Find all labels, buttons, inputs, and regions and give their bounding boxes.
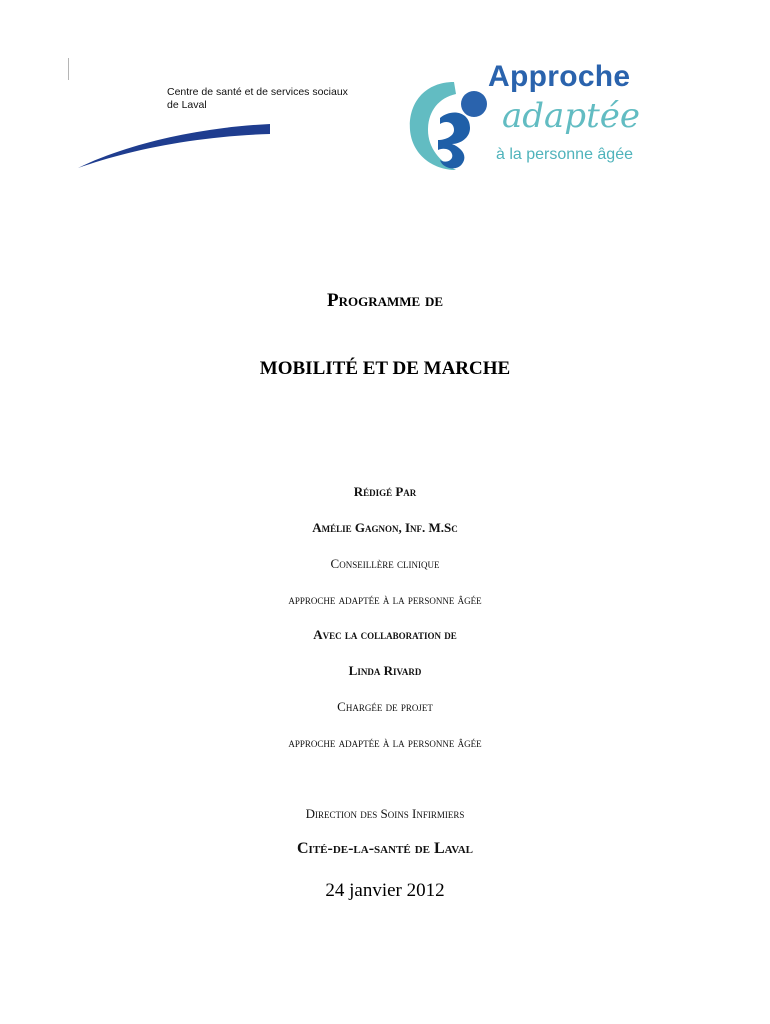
cssss-logo-line1: Centre de santé et de services sociaux <box>167 86 348 98</box>
approche-adaptee-logo <box>404 60 652 180</box>
page-edge-mark <box>68 58 69 80</box>
institution-name: Cité-de-la-santé de Laval <box>296 840 474 857</box>
author-program: approche adaptée à la personne âgée <box>288 592 482 607</box>
adaptee-word: adaptée <box>502 96 640 136</box>
redige-par-label: Rédigé Par <box>353 484 417 499</box>
cssss-logo-text <box>167 86 357 112</box>
direction-label: Direction des Soins Infirmiers <box>305 806 465 821</box>
approche-word: Approche <box>488 60 631 93</box>
cssss-laval-logo <box>78 84 348 174</box>
cssss-logo-line2: de Laval <box>167 99 207 111</box>
collaborator-role: Chargée de projet <box>337 699 433 714</box>
document-title-line2: MOBILITÉ ET DE MARCHE <box>259 358 511 379</box>
collaborator-name: Linda Rivard <box>348 663 422 678</box>
collaborator-program: approche adaptée à la personne âgée <box>288 735 482 750</box>
author-name: Amélie Gagnon, Inf. M.Sc <box>312 520 458 535</box>
cssss-swoosh-icon <box>78 118 272 170</box>
document-date: 24 janvier 2012 <box>325 880 445 901</box>
personne-agee-word: à la personne âgée <box>496 146 633 163</box>
author-role: Conseillère clinique <box>330 556 440 571</box>
document-title-line1: Programme de <box>326 290 443 311</box>
collaboration-label: Avec la collaboration de <box>313 627 457 642</box>
